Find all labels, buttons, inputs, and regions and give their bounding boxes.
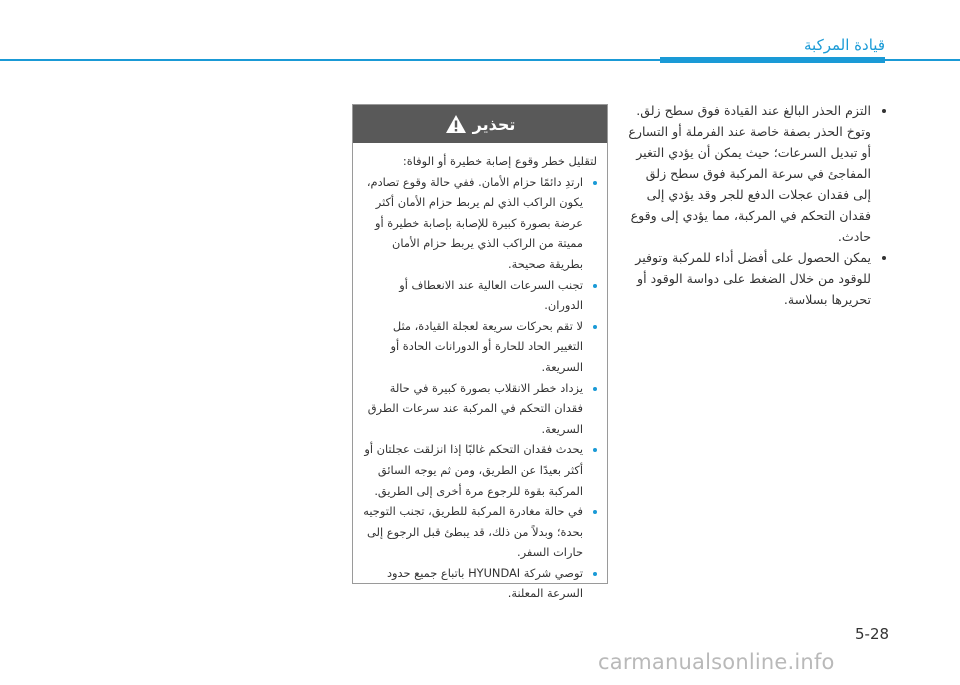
header-rule-accent <box>660 57 885 63</box>
warning-box <box>352 104 608 601</box>
warning-triangle-icon <box>445 114 467 134</box>
warning-body <box>353 143 607 604</box>
warning-bullet-item: • ارتدِ دائمًا حزام الأمان. ففي حالة وقوع تصادم، يكون الراكب الذي لم يربط حزام الأمان أكثر عرضة بصورة كبيرة للإصابة بإصابة خطيرة أو مميتة من الراكب الذي يربط حزام الأمان بطريقة صحيحة. <box>361 172 583 275</box>
warning-bullet-item: • يحدث فقدان التحكم غالبًا إذا انزلقت عجلتان أو أكثر بعيدًا عن الطريق، ومن ثم يوجه السائق المركبة بقوة للرجوع مرة أخرى إلى الطريق. <box>361 439 583 501</box>
warning-bullet-item: • في حالة مغادرة المركبة للطريق، تجنب التوجيه بحدة؛ وبدلاً من ذلك، قد يبطئ قبل الرجوع إلى حارات السفر. <box>361 501 583 563</box>
main-text-column <box>628 100 885 310</box>
warning-title: تحذير <box>472 114 516 134</box>
warning-bullet-item: • تجنب السرعات العالية عند الانعطاف أو الدوران. <box>361 275 583 316</box>
main-bullet-item: • التزم الحذر البالغ عند القيادة فوق سطح زلق. وتوخ الحذر بصفة خاصة عند الفرملة أو التسارع أو تبديل السرعات؛ حيث يمكن أن يؤدي التغير المفاجئ في سرعة المركبة فوق سطح زلق إلى فقدان عجلات الدفع للجر وقد يؤدي إلى فقدان التحكم في المركبة، مما يؤدي إلى وقوع حادث. <box>628 100 871 247</box>
warning-header <box>353 105 607 143</box>
main-bullet-item: • يمكن الحصول على أفضل أداء للمركبة وتوفير للوقود من خلال الضغط على دواسة الوقود أو تحريرها بسلاسة. <box>628 247 871 310</box>
watermark: carmanualsonline.info <box>598 650 835 674</box>
warning-bullet-item: • لا تقم بحركات سريعة لعجلة القيادة، مثل التغيير الحاد للحارة أو الدورانات الحادة أو السريعة. <box>361 316 583 378</box>
warning-bullet-list <box>361 172 597 604</box>
warning-intro: لتقليل خطر وقوع إصابة خطيرة أو الوفاة: <box>402 154 597 168</box>
warning-bullet-item: • يزداد خطر الانقلاب بصورة كبيرة في حالة فقدان التحكم في المركبة عند سرعات الطرق السريعة. <box>361 378 583 440</box>
section-title: قيادة المركبة <box>804 36 885 54</box>
main-bullet-list <box>628 100 885 310</box>
warning-bullet-item: • توصي شركة HYUNDAI باتباع جميع حدود السرعة المعلنة. <box>361 563 583 604</box>
page-number: 5-28 <box>855 625 890 643</box>
